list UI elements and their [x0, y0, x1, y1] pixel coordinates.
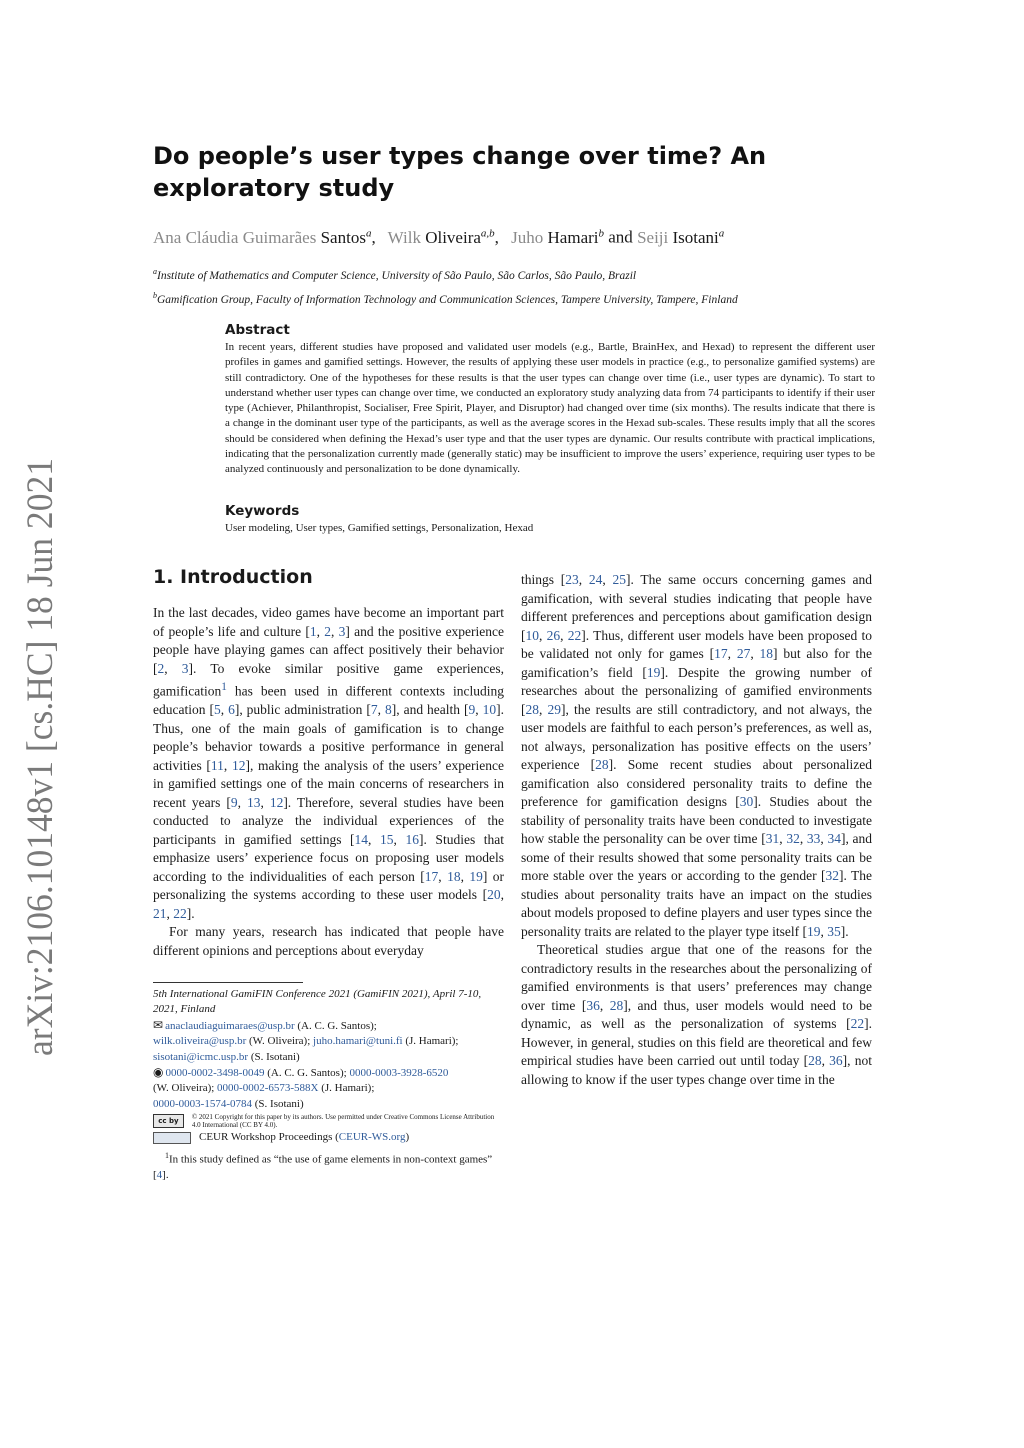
email-link[interactable]: wilk.oliveira@usp.br: [153, 1035, 247, 1048]
paragraph: [521, 941, 872, 1089]
keywords-heading: Keywords: [225, 503, 300, 519]
text-run: ,: [820, 831, 828, 846]
citation-link[interactable]: 30: [739, 794, 754, 809]
author-family-name: Santos: [320, 227, 366, 247]
citation-link[interactable]: 20: [487, 887, 501, 902]
text-run: ,: [750, 646, 760, 661]
text-run: ], and thus, user models would need to be dynamic, as well as the personalization of systems [: [521, 997, 872, 1031]
citation-link[interactable]: 19: [646, 664, 661, 680]
citation-link[interactable]: 2: [324, 623, 332, 639]
text-run: ]. Studies that emphasize users’ experience focus on proposing user models according to the individualities of each person [: [153, 831, 505, 884]
citation-link[interactable]: 28: [595, 757, 609, 772]
orcid-owner: (S. Isotani): [252, 1097, 304, 1110]
author-list: [153, 222, 873, 249]
citation-link[interactable]: 17: [424, 868, 439, 884]
text-run: ,: [331, 623, 339, 639]
text-run: ]. Studies about the stability of personality traits have been conducted to investigate how stable the personality can be over time [: [521, 794, 872, 846]
author-3: [511, 228, 608, 247]
email-owner: (J. Hamari);: [402, 1035, 459, 1048]
copyright-text: © 2021 Copyright for this paper by its authors. Use permitted under Creative Commons License Attribution 4.0 International (CC BY 4.0).: [191, 1113, 495, 1130]
text-run: ,: [166, 905, 174, 921]
text-run: ,: [539, 627, 547, 643]
conference-note: 5th International GamiFIN Conference 2021 (GamiFIN 2021), April 7-10, 2021, Finland: [153, 988, 482, 1016]
citation-link[interactable]: 23: [565, 572, 579, 587]
citation-link[interactable]: 24: [588, 572, 603, 587]
affiliation-text: Gamification Group, Faculty of Information Technology and Communication Sciences, Tampere University, Tampere, Finland: [157, 293, 738, 306]
author-affil-mark: a: [365, 227, 372, 239]
affiliation-text: Institute of Mathematics and Computer Science, University of São Paulo, São Carlos, São Paulo, Brazil: [157, 269, 637, 282]
citation-link[interactable]: 19: [807, 923, 821, 939]
author-family-name: Oliveira: [425, 227, 481, 247]
author-and: and: [608, 227, 633, 247]
author-given-name: Juho: [511, 227, 544, 247]
citation-link[interactable]: 12: [231, 757, 246, 773]
citation-link[interactable]: 7: [370, 702, 378, 717]
author-family-name: Hamari: [547, 227, 599, 247]
text-run: ,: [820, 923, 828, 939]
orcid-link[interactable]: 0000-0002-6573-588X: [217, 1082, 319, 1095]
keywords-text: User modeling, User types, Gamified settings, Personalization, Hexad: [225, 522, 534, 534]
arxiv-id-label: arXiv:2106.10148v1 [cs.HC] 18 Jun 2021: [20, 452, 61, 1056]
citation-link[interactable]: 8: [384, 702, 392, 717]
text-run: ], public administration [: [234, 702, 371, 717]
email-link[interactable]: sisotani@icmc.usp.br: [153, 1050, 249, 1063]
footnote-text: In this study defined as “the use of game elements in non-context games” [: [153, 1153, 493, 1181]
author-affil-mark: b: [598, 227, 605, 239]
email-owner: (S. Isotani): [248, 1050, 300, 1063]
text-run: ]. Despite the growing number of researches about the personalizing of gamified environments [: [521, 664, 872, 717]
keywords-section: [225, 503, 875, 536]
text-run: ,: [779, 831, 787, 846]
paragraph: [153, 923, 504, 960]
author-2: Wilk Oliveira$^{a,b}$,: [387, 227, 499, 247]
text-run: ], the results are still contradictory, and not always, the user models are faithful to each person’s preferences, as well as, not always, personalization has positive effects on the users’ experience [: [521, 701, 872, 772]
text-run: ] but also for the gamification’s field [: [521, 646, 873, 680]
text-run: ], and health [: [391, 702, 469, 717]
author-1: Ana Cláudia Guimarães Santos$^a$,: [153, 227, 376, 247]
ceur-row: [153, 1130, 504, 1145]
abstract-section: [225, 322, 875, 478]
citation-link[interactable]: 28: [609, 997, 624, 1013]
citation-link[interactable]: 18: [759, 646, 774, 661]
citation-link[interactable]: 15: [380, 831, 394, 847]
abstract-text: In recent years, different studies have proposed and validated user models (e.g., Bartle, BrainHex, and Hexad) to represent the different user profiles in games and gamified settings. However, the results of applying these user models in practice (e.g., to personalize gamified systems) are still contradictory. One of the hypotheses for these results is that the user types can change over time (i.e., user types are dynamic). To start to understand whether user types can change over time, we conducted an exploratory study analyzing data from 74 participants to identify if their user type (Achiever, Philanthropist, Socialiser, Free Spirit, Player, and Disruptor) had changed over time (six months). The results indicate that there is a change in the dominant user type of the participants, as well as the average scores in the Hexad sub-scales. These results imply that all the scores should be considered when defining the Hexad’s user type and that the user types are dynamic. Our results contribute with practical implications, indicating that the personalization currently made (generally static) may be insufficient to improve the users’ experience, requiring user types to be analyzed continuously and personalization to be done dynamically.: [225, 341, 875, 476]
text-run: ] or personalizing the systems according to these user models [: [153, 868, 505, 902]
citation-link[interactable]: 11: [210, 757, 224, 773]
citation-link[interactable]: 33: [806, 831, 821, 846]
text-run: ]. Some recent studies about personalized gamification also considered personality traits to define the preference for gamification designs [: [521, 757, 873, 809]
citation-link[interactable]: 27: [736, 646, 751, 661]
footnote-end: ].: [162, 1168, 169, 1181]
text-run: Theoretical studies argue that one of the reasons for the contradictory results in the researches about the personalizing of gamified environments is that users’ preferences may change over time [: [521, 942, 872, 1013]
text-run: ,: [377, 702, 385, 717]
citation-link[interactable]: 6: [228, 702, 235, 717]
text-run: ], and some of their results showed that some personality traits can be more stable over the years or according to the gender [: [521, 831, 873, 883]
citation-link[interactable]: 12: [269, 794, 284, 810]
text-run: ,: [821, 1053, 830, 1068]
text-run: ,: [539, 701, 548, 717]
text-run: has been used in different contexts including education [: [153, 683, 504, 717]
text-run: ,: [599, 997, 610, 1013]
orcid-icon: ◉: [153, 1065, 164, 1080]
text-run: ], not allowing to know if the user types change over time in the: [521, 1053, 873, 1087]
orcid-link[interactable]: 0000-0002-3498-0049: [165, 1067, 265, 1080]
paper-title: Do people’s user types change over time? An exploratory study: [153, 142, 767, 202]
affiliation-label: a: [153, 267, 157, 276]
text-run: ,: [727, 646, 737, 661]
cc-by-badge: cc by: [153, 1114, 184, 1128]
citation-link[interactable]: 26: [546, 627, 561, 643]
ceur-text: [199, 1130, 409, 1145]
ceur-label: CEUR Workshop Proceedings (: [199, 1131, 339, 1144]
ceur-close: ): [405, 1131, 410, 1144]
email-link[interactable]: juho.hamari@tuni.fi: [313, 1035, 403, 1048]
author-given-name: Seiji: [637, 227, 669, 247]
text-run: ]. Thus, one of the main goals of gamification is to change people’s behavior towards a positive performance in general activities [: [153, 702, 505, 773]
text-run: ,: [237, 794, 247, 810]
text-run: ]. To evoke similar positive game experiences, gamification: [153, 660, 505, 699]
citation-link[interactable]: 22: [173, 905, 187, 921]
citation-link[interactable]: 31: [765, 831, 780, 846]
citation-link[interactable]: 5: [213, 702, 221, 717]
envelope-icon: ✉: [153, 1017, 164, 1032]
author-affil-mark: a: [718, 227, 725, 239]
citation-link[interactable]: 10: [482, 702, 497, 717]
citation-link[interactable]: 16: [405, 831, 419, 847]
citation-link[interactable]: 19: [469, 868, 483, 884]
text-run: ,: [220, 702, 229, 717]
text-run: ,: [223, 757, 232, 773]
orcid-link[interactable]: 0000-0003-3928-6520: [349, 1067, 449, 1080]
text-run: ,: [578, 572, 589, 587]
text-run: ]. Thus, different user models have been proposed to be validated not only for games [: [521, 627, 873, 661]
paragraph: [521, 571, 872, 941]
email-owner: (W. Oliveira);: [246, 1035, 314, 1048]
footnote-1: [153, 1148, 504, 1183]
citation-link[interactable]: 10: [525, 627, 539, 643]
email-link[interactable]: anaclaudiaguimaraes@usp.br: [165, 1019, 295, 1032]
footnote-number: 1: [165, 1150, 169, 1160]
footnotes: [153, 982, 504, 1183]
text-run: ]. However, in general, studies on this field are theoretical and few empirical studies have been carried out until today [: [521, 1016, 872, 1068]
citation-link[interactable]: 32: [825, 868, 839, 883]
arxiv-stamp: [8, 452, 68, 1062]
text-run: ,: [500, 887, 504, 902]
orcid-owner: (A. C. G. Santos);: [264, 1067, 350, 1080]
author-affil-mark: a,b: [480, 227, 495, 239]
author-4: [637, 228, 724, 247]
citation-link[interactable]: 14: [354, 831, 369, 847]
citation-link[interactable]: 13: [246, 794, 261, 810]
citation-link[interactable]: 34: [827, 831, 841, 846]
affiliation-a: [153, 262, 873, 286]
affiliation-b: [153, 286, 873, 310]
affiliations: [153, 262, 873, 310]
citation-link[interactable]: 36: [829, 1053, 843, 1068]
author-given-name: Wilk: [387, 227, 421, 247]
text-run: ]. The studies about personality traits have an impact on the studies about models proposed to define players and user types since the personality traits are related to the player type itself [: [521, 868, 872, 939]
citation-link[interactable]: 3: [181, 660, 189, 676]
text-run: In the last decades, video games have become an important part of people’s life and culture [: [153, 605, 504, 639]
citation-link[interactable]: 22: [567, 627, 582, 643]
text-run: ].: [840, 923, 849, 939]
citation-link[interactable]: 17: [714, 646, 728, 661]
section-heading-introduction: 1. Introduction: [153, 566, 313, 588]
citation-link[interactable]: 28: [525, 701, 539, 717]
citation-link[interactable]: 22: [850, 1016, 865, 1031]
citation-link[interactable]: 32: [786, 831, 800, 846]
copyright-row: [153, 1113, 504, 1129]
left-column: [153, 604, 504, 960]
text-run: ]. Therefore, several studies have been conducted to analyze the individual experiences of the participants in gamified settings [: [153, 794, 505, 847]
citation-link[interactable]: 25: [612, 572, 626, 587]
citation-link[interactable]: 21: [153, 905, 167, 921]
text-run: ,: [393, 831, 406, 847]
author-family-name: Isotani: [672, 227, 719, 247]
footnote-ref-link[interactable]: 1: [221, 681, 227, 693]
text-run: ].: [186, 905, 195, 921]
ceur-link[interactable]: CEUR-WS.org: [338, 1131, 406, 1144]
text-run: ,: [460, 868, 470, 884]
paragraph: [153, 604, 504, 923]
citation-link[interactable]: 9: [230, 794, 238, 810]
text-run: ,: [475, 702, 483, 717]
citation-link[interactable]: 29: [547, 701, 561, 717]
right-column: [521, 571, 872, 1089]
citation-link[interactable]: 35: [827, 923, 841, 939]
text-run: For many years, research has indicated that people have different opinions and perceptions about everyday: [153, 924, 504, 958]
citation-link[interactable]: 2: [157, 660, 165, 676]
text-run: ,: [368, 831, 381, 847]
text-run: things [: [521, 572, 566, 587]
text-run: ,: [164, 660, 182, 676]
orcid-owner: (W. Oliveira);: [153, 1082, 218, 1095]
text-run: ], making the analysis of the users’ experience in gamified settings one of the main concerns of researchers in recent years [: [153, 757, 504, 810]
text-run: ]. The same occurs concerning games and gamification, with several studies indicating that people have different preferences and perceptions about gamification design [: [521, 572, 872, 643]
abstract-heading: Abstract: [225, 322, 290, 338]
citation-link[interactable]: 4: [156, 1168, 163, 1181]
citation-link[interactable]: 1: [309, 623, 317, 639]
orcid-line: [153, 1065, 504, 1112]
text-run: ,: [799, 831, 807, 846]
text-run: ,: [438, 868, 448, 884]
email-owner: (A. C. G. Santos);: [294, 1019, 377, 1032]
citation-link[interactable]: 18: [447, 868, 461, 884]
text-run: ,: [316, 623, 325, 639]
text-run: ,: [560, 627, 568, 643]
text-run: ,: [260, 794, 270, 810]
text-run: ] and the positive experience people have playing games can affect positively their behavior [: [153, 623, 505, 676]
orcid-link[interactable]: 0000-0003-1574-0784: [153, 1097, 252, 1110]
citation-link[interactable]: 28: [808, 1053, 822, 1068]
orcid-owner: (J. Hamari);: [318, 1082, 375, 1095]
ceur-logo: [153, 1132, 191, 1144]
citation-link[interactable]: 3: [338, 623, 346, 639]
citation-link[interactable]: 9: [468, 702, 476, 717]
citation-link[interactable]: 36: [586, 997, 600, 1013]
affiliation-label: b: [153, 290, 157, 300]
author-given-name: Ana Cláudia Guimarães: [153, 227, 317, 247]
footnote-rule: [153, 982, 303, 983]
email-line: [153, 1018, 504, 1065]
text-run: ,: [602, 572, 613, 587]
